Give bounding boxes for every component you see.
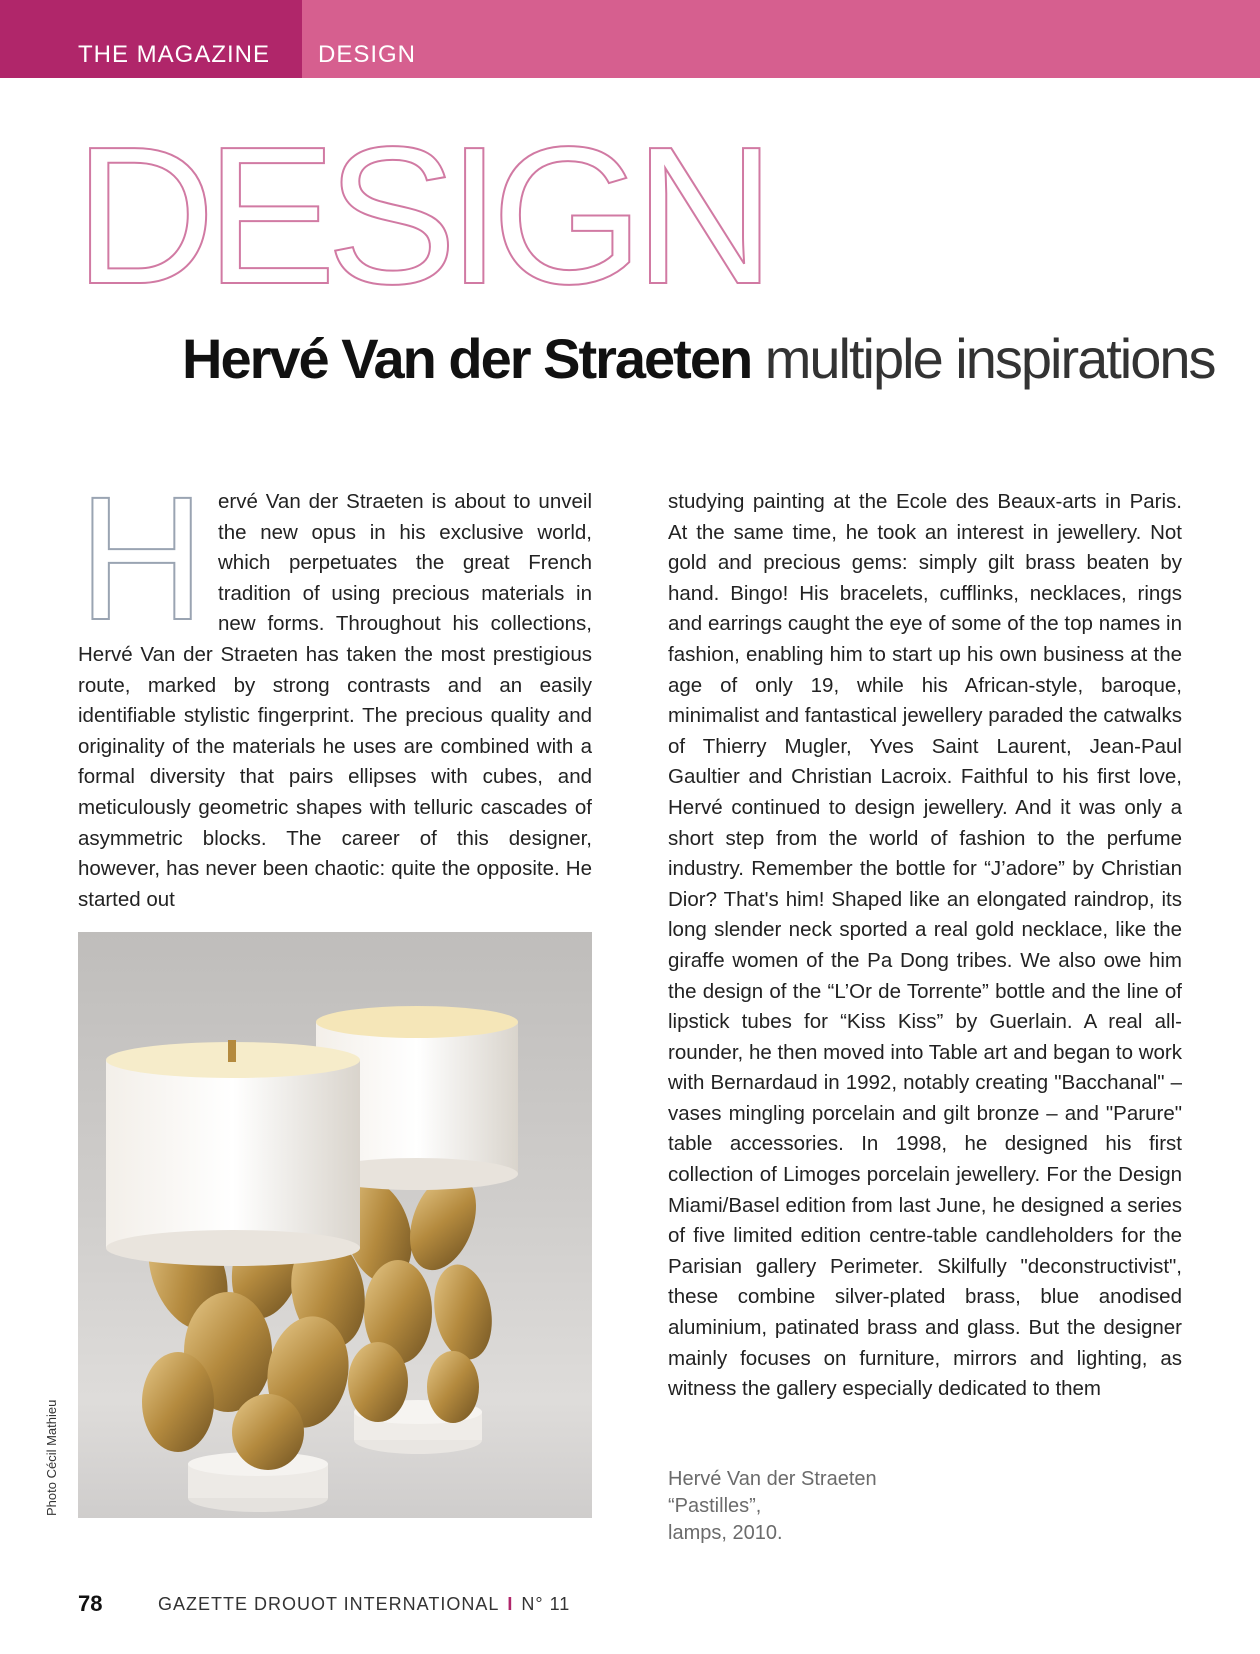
hero-title: DESIGN (74, 106, 766, 325)
photo-caption (668, 1466, 968, 1547)
headline-name: Hervé Van der Straeten (182, 327, 752, 390)
article-headline (182, 326, 1215, 391)
section-label: THE MAGAZINE (78, 41, 271, 68)
caption-line-1: Hervé Van der Straeten “Pastilles”, (668, 1468, 877, 1517)
section-header-bar (0, 0, 1260, 78)
article-text-right: studying painting at the Ecole des Beaux-arts in Paris. At the same time, he took an interest in jewellery. Not gold and precious gems: simply gilt brass beaten by hand. Bingo! His bracelets, cufflinks, necklaces, rings and earrings caught the eye of some of the top names in fashion, enabling him to start up his own business at the age of only 19, while his African-style, baroque, minimalist and fantastical jewellery paraded the catwalks of Thierry Mugler, Yves Saint Laurent, Jean-Paul Gaultier and Christian Lacroix. Faithful to his first love, Hervé continued to design jewellery. And it was only a short step from the world of fashion to the perfume industry. Remember the bottle for “J’adore” by Christian Dior? That's him! Shaped like an elongated raindrop, its long slender neck sported a real gold necklace, like the giraffe women of the Pa Dong tribes. We also owe him the design of the “L’Or de Torrente” bottle and the line of lipstick tubes for “Kiss Kiss” by Guerlain. A real all-rounder, he then moved into Table art and began to work with Bernardaud in 1992, notably creating "Bacchanal" – vases mingling porcelain and gilt bronze – and "Parure" table accessories. In 1998, he designed his first collection of Limoges porcelain jewellery. For the Design Miami/Basel edition from last June, he designed a series of five limited edition centre-table candleholders for the Parisian gallery Perimeter. Skilfully "deconstructivist", these combine silver-plated brass, blue anodised aluminium, patinated brass and glass. But the designer mainly focuses on furniture, mirrors and lighting, as witness the gallery especially dedicated to them (668, 490, 1182, 1401)
caption-line-2: lamps, 2010. (668, 1522, 783, 1544)
footer-separator: I (507, 1594, 514, 1614)
publication-name: GAZETTE DROUOT INTERNATIONAL (158, 1594, 500, 1614)
photo-credit: Photo Cécil Mathieu (44, 1399, 59, 1516)
page-number: 78 (78, 1591, 103, 1616)
lamps-illustration (78, 932, 592, 1518)
lamps-photo (78, 932, 592, 1518)
article-column-right (668, 487, 1182, 1405)
article-column-left (78, 461, 592, 915)
article-text-left: ervé Van der Straeten is about to unveil the new opus in his exclusive world, which perpetuates the great French tradition of using precious materials in new forms. Throughout his collections, Hervé Van der Straeten has taken the most prestigious route, marked by strong contrasts and an easily identifiable stylistic fingerprint. The precious quality and originality of the materials he uses are combined with a formal diversity that pairs ellipses with cubes, and meticulously geometric shapes with telluric cascades of asymmetric blocks. The career of this designer, however, has never been chaotic: quite the opposite. He started out (78, 490, 592, 911)
headline-subtitle: multiple inspirations (764, 327, 1215, 390)
publication-footer (158, 1594, 570, 1615)
drop-cap: H (78, 461, 206, 657)
category-label: DESIGN (318, 41, 417, 68)
issue-number: N° 11 (521, 1594, 571, 1614)
